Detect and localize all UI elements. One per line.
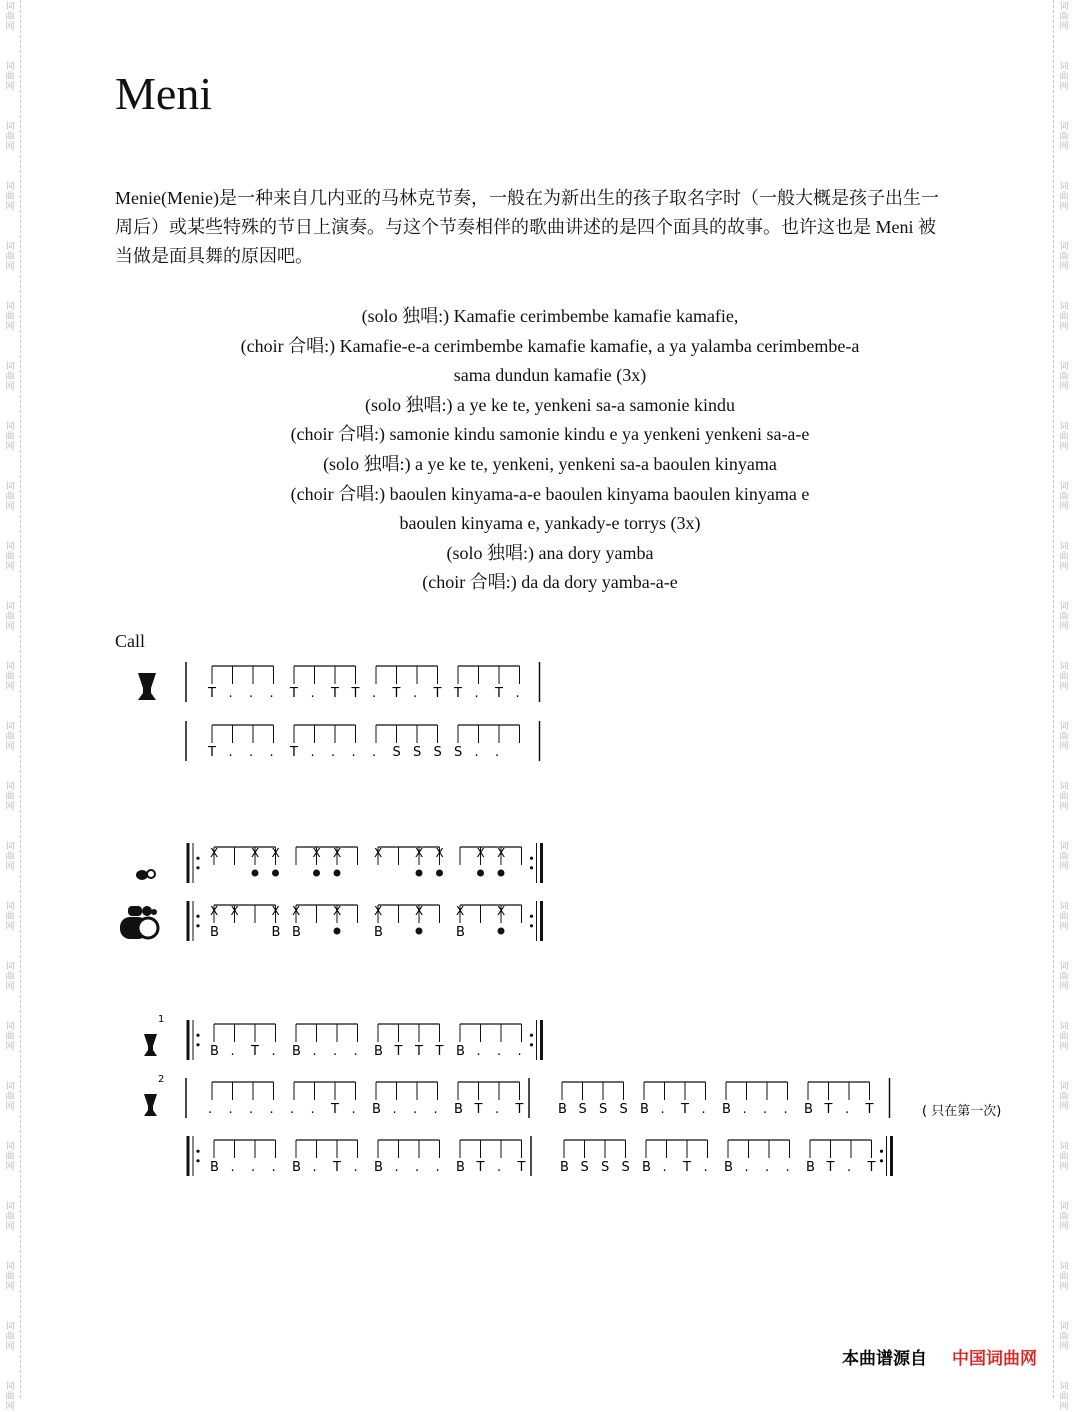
- watermark-mark: 词 曲 网: [1059, 182, 1069, 212]
- stroke-symbol: .: [310, 686, 315, 701]
- stroke-symbol: B: [372, 1102, 381, 1117]
- watermark-mark: 词 曲 网: [1059, 122, 1069, 152]
- bell-stroke-dot: [334, 870, 341, 877]
- stroke-symbol: T: [517, 1160, 526, 1175]
- stroke-symbol: .: [703, 1160, 708, 1175]
- watermark-mark: 词 曲 网: [5, 962, 15, 992]
- stroke-symbol: B: [724, 1160, 733, 1175]
- stroke-symbol: .: [310, 745, 315, 760]
- stroke-symbol: .: [394, 1160, 399, 1175]
- watermark-mark: 词 曲 网: [5, 542, 15, 572]
- stroke-symbol: .: [271, 1160, 276, 1175]
- stroke-symbol: .: [435, 1160, 440, 1175]
- repeat-dot: [196, 866, 199, 869]
- stroke-symbol: S: [392, 745, 401, 760]
- cross-note: X: [210, 846, 219, 860]
- watermark-mark: 词 曲 网: [5, 1082, 15, 1112]
- bell-stroke-dot: [436, 870, 443, 877]
- cross-note: X: [251, 846, 260, 860]
- stroke-symbol: T: [474, 1102, 483, 1117]
- repeat-dot: [530, 1034, 533, 1037]
- repeat-dot: [880, 1150, 883, 1153]
- stroke-symbol: .: [495, 1102, 500, 1117]
- stroke-symbol: .: [476, 1044, 481, 1059]
- stroke-symbol: S: [413, 745, 422, 760]
- stroke-symbol: T: [826, 1160, 835, 1175]
- stroke-symbol: B: [456, 925, 465, 940]
- stroke-symbol: B: [456, 1160, 465, 1175]
- watermark-mark: 词 曲 网: [1059, 842, 1069, 872]
- stroke-symbol: .: [290, 1102, 295, 1117]
- stroke-symbol: T: [454, 686, 462, 701]
- stroke-symbol: .: [474, 745, 479, 760]
- stroke-symbol: .: [251, 1160, 256, 1175]
- repeat-dot: [530, 857, 533, 860]
- stroke-symbol: .: [783, 1102, 788, 1117]
- stroke-symbol: T: [394, 1044, 403, 1059]
- watermark-mark: 词 曲 网: [1059, 542, 1069, 572]
- watermark-mark: 词 曲 网: [1059, 1382, 1069, 1412]
- watermark-mark: 词 曲 网: [1059, 482, 1069, 512]
- repeat-dot: [196, 915, 199, 918]
- stroke-symbol: .: [515, 686, 520, 701]
- stroke-symbol: .: [208, 1102, 213, 1117]
- cross-note: X: [374, 846, 383, 860]
- stroke-symbol: T: [331, 1102, 339, 1117]
- watermark-mark: 词 曲 网: [5, 1382, 15, 1412]
- stroke-symbol: T: [433, 686, 442, 701]
- stroke-symbol: B: [210, 1044, 219, 1059]
- djembe-2-number: 2: [158, 1074, 165, 1085]
- stroke-symbol: T: [333, 1160, 341, 1175]
- stroke-symbol: B: [374, 1044, 383, 1059]
- stroke-symbol: B: [804, 1102, 813, 1117]
- stroke-symbol: S: [601, 1160, 610, 1175]
- stroke-symbol: .: [228, 745, 233, 760]
- stroke-symbol: T: [392, 686, 401, 701]
- stroke-symbol: S: [580, 1160, 589, 1175]
- watermark-mark: 词 曲 网: [5, 662, 15, 692]
- stroke-symbol: .: [312, 1044, 317, 1059]
- cross-note: X: [292, 904, 301, 918]
- stroke-symbol: .: [249, 745, 254, 760]
- stroke-symbol: .: [742, 1102, 747, 1117]
- stroke-symbol: .: [271, 1044, 276, 1059]
- lyric-line: (solo 独唱:) a ye ke te, yenkeni, yenkeni sa-a baoulen kinyama: [323, 453, 777, 474]
- watermark-mark: 词 曲 网: [1059, 1142, 1069, 1172]
- stroke-symbol: .: [333, 1044, 338, 1059]
- stroke-symbol: .: [845, 1102, 850, 1117]
- stroke-symbol: .: [701, 1102, 706, 1117]
- djembe-2-icon: [144, 1094, 157, 1116]
- cross-note: X: [374, 904, 383, 918]
- djembe-1-number: 1: [158, 1014, 165, 1025]
- stroke-symbol: S: [621, 1160, 630, 1175]
- cross-note: X: [271, 846, 280, 860]
- stroke-symbol: .: [230, 1044, 235, 1059]
- stroke-symbol: T: [435, 1044, 444, 1059]
- call-label: Call: [115, 631, 145, 651]
- stroke-symbol: .: [392, 1102, 397, 1117]
- stroke-symbol: T: [515, 1102, 524, 1117]
- lyric-line: sama dundun kamafie (3x): [453, 365, 647, 386]
- watermark-mark: 词 曲 网: [5, 182, 15, 212]
- stroke-symbol: B: [210, 925, 219, 940]
- watermark-mark: 词 曲 网: [5, 122, 15, 152]
- stroke-symbol: B: [642, 1160, 651, 1175]
- stroke-symbol: .: [269, 1102, 274, 1117]
- cross-note: X: [435, 846, 444, 860]
- watermark-mark: 词 曲 网: [5, 1022, 15, 1052]
- watermark-mark: 词 曲 网: [1059, 2, 1069, 32]
- lyric-line: (solo 独唱:) ana dory yamba: [446, 542, 654, 563]
- stroke-symbol: .: [351, 1102, 356, 1117]
- cross-note: X: [271, 904, 280, 918]
- djembe-icon: [138, 673, 156, 700]
- stroke-symbol: .: [228, 686, 233, 701]
- stroke-symbol: .: [413, 1102, 418, 1117]
- cross-note: X: [333, 904, 342, 918]
- stroke-symbol: .: [353, 1044, 358, 1059]
- stroke-symbol: .: [662, 1160, 667, 1175]
- repeat-dot: [196, 1150, 199, 1153]
- watermark-mark: 词 曲 网: [1059, 782, 1069, 812]
- djembe-1-icon: [144, 1034, 157, 1056]
- watermark-mark: 词 曲 网: [5, 422, 15, 452]
- stroke-symbol: T: [290, 745, 298, 760]
- stroke-symbol: .: [415, 1160, 420, 1175]
- stroke-symbol: .: [249, 1102, 254, 1117]
- cross-note: X: [333, 846, 342, 860]
- repeat-dot: [196, 1043, 199, 1046]
- repeat-dot: [530, 866, 533, 869]
- stroke-symbol: T: [415, 1044, 423, 1059]
- stroke-symbol: B: [640, 1102, 649, 1117]
- stroke-symbol: .: [433, 1102, 438, 1117]
- stroke-symbol: T: [495, 686, 503, 701]
- repeat-dot: [196, 1159, 199, 1162]
- stroke-symbol: B: [374, 925, 383, 940]
- stroke-symbol: B: [374, 1160, 383, 1175]
- bell-stroke-dot: [498, 928, 505, 935]
- repeat-dot: [196, 1034, 199, 1037]
- watermark-mark: 词 曲 网: [1059, 662, 1069, 692]
- stroke-symbol: .: [269, 686, 274, 701]
- stroke-symbol: .: [497, 1044, 502, 1059]
- watermark-mark: 词 曲 网: [5, 482, 15, 512]
- bell-stroke-dot: [313, 870, 320, 877]
- page-title: Meni: [115, 68, 213, 119]
- watermark-mark: 词 曲 网: [5, 902, 15, 932]
- stroke-symbol: S: [578, 1102, 587, 1117]
- stroke-symbol: .: [847, 1160, 852, 1175]
- watermark-mark: 词 曲 网: [1059, 1082, 1069, 1112]
- stroke-symbol: S: [454, 745, 463, 760]
- watermark-mark: 词 曲 网: [1059, 1322, 1069, 1352]
- watermark-mark: 词 曲 网: [1059, 722, 1069, 752]
- repeat-dot: [530, 915, 533, 918]
- lyric-line: baoulen kinyama e, yankady-e torrys (3x): [399, 513, 701, 534]
- stroke-symbol: .: [785, 1160, 790, 1175]
- stroke-symbol: .: [474, 686, 479, 701]
- bell-icon: [136, 870, 155, 880]
- stroke-symbol: .: [495, 745, 500, 760]
- watermark-mark: 词 曲 网: [1059, 302, 1069, 332]
- stroke-symbol: B: [558, 1102, 567, 1117]
- bell-stroke-dot: [334, 928, 341, 935]
- bell-stroke-dot: [416, 928, 423, 935]
- watermark-mark: 词 曲 网: [5, 302, 15, 332]
- watermark-mark: 词 曲 网: [1059, 902, 1069, 932]
- stroke-symbol: S: [619, 1102, 628, 1117]
- repeat-dot: [530, 1043, 533, 1046]
- repeat-dot: [196, 924, 199, 927]
- intro-paragraph: Menie(Menie)是一种来自几内亚的马林克节奏，一般在为新出生的孩子取名字时（一般大概是孩子出生一周后）或某些特殊的节日上演奏。与这个节奏相伴的歌曲讲述的是四个面具的故事。也许这也是 Meni 被当做是面具舞的原因吧。: [115, 188, 939, 266]
- bell-stroke-dot: [252, 870, 259, 877]
- watermark-mark: 词 曲 网: [5, 1262, 15, 1292]
- dundun-icon: [120, 906, 158, 939]
- cross-note: X: [312, 846, 321, 860]
- stroke-symbol: T: [476, 1160, 485, 1175]
- watermark-mark: 词 曲 网: [5, 362, 15, 392]
- lyric-line: (solo 独唱:) a ye ke te, yenkeni sa-a samonie kindu: [365, 394, 735, 415]
- lyric-line: (choir 合唱:) da da dory yamba-a-e: [422, 572, 678, 593]
- lyric-line: (choir 合唱:) Kamafie-e-a cerimbembe kamafie kamafie, a ya yalamba cerimbembe-a: [240, 335, 860, 356]
- stroke-symbol: .: [372, 745, 377, 760]
- watermark-mark: 词 曲 网: [1059, 962, 1069, 992]
- stroke-symbol: T: [208, 686, 216, 701]
- stroke-symbol: .: [744, 1160, 749, 1175]
- cross-note: X: [230, 904, 239, 918]
- stroke-symbol: T: [290, 686, 298, 701]
- stroke-symbol: T: [208, 745, 216, 760]
- cross-note: X: [497, 846, 506, 860]
- lyric-line: (choir 合唱:) samonie kindu samonie kindu e ya yenkeni yenkeni sa-a-e: [290, 424, 810, 445]
- cross-note: X: [210, 904, 219, 918]
- footer-site-link[interactable]: 中国词曲网: [952, 1349, 1037, 1369]
- watermark-mark: 词 曲 网: [1059, 1262, 1069, 1292]
- watermark-mark: 词 曲 网: [5, 1202, 15, 1232]
- cross-note: X: [497, 904, 506, 918]
- watermark-mark: 词 曲 网: [5, 1142, 15, 1172]
- lyric-line: (choir 合唱:) baoulen kinyama-a-e baoulen kinyama baoulen kinyama e: [290, 483, 810, 504]
- stroke-symbol: B: [722, 1102, 731, 1117]
- stroke-symbol: T: [683, 1160, 691, 1175]
- stroke-symbol: .: [310, 1102, 315, 1117]
- stroke-symbol: .: [331, 745, 336, 760]
- stroke-symbol: T: [867, 1160, 876, 1175]
- repeat-dot: [196, 857, 199, 860]
- repeat-dot: [880, 1159, 883, 1162]
- stroke-symbol: B: [292, 1160, 301, 1175]
- bell-stroke-dot: [477, 870, 484, 877]
- stroke-symbol: .: [230, 1160, 235, 1175]
- watermark-mark: 词 曲 网: [1059, 1202, 1069, 1232]
- watermark-mark: 词 曲 网: [5, 602, 15, 632]
- stroke-symbol: .: [763, 1102, 768, 1117]
- stroke-symbol: .: [372, 686, 377, 701]
- bell-stroke-dot: [498, 870, 505, 877]
- stroke-symbol: T: [351, 686, 360, 701]
- stroke-symbol: .: [765, 1160, 770, 1175]
- lyric-line: (solo 独唱:) Kamafie cerimbembe kamafie kamafie,: [361, 306, 739, 326]
- bell-stroke-dot: [272, 870, 279, 877]
- stroke-symbol: S: [433, 745, 442, 760]
- stroke-symbol: T: [331, 686, 339, 701]
- stroke-symbol: .: [312, 1160, 317, 1175]
- stroke-symbol: .: [269, 745, 274, 760]
- watermark-mark: 词 曲 网: [1059, 362, 1069, 392]
- stroke-symbol: T: [251, 1044, 259, 1059]
- repeat-dot: [530, 924, 533, 927]
- watermark-mark: 词 曲 网: [1059, 1022, 1069, 1052]
- stroke-symbol: .: [351, 745, 356, 760]
- cross-note: X: [456, 904, 465, 918]
- staff-notation: [186, 662, 892, 1176]
- stroke-symbol: .: [517, 1044, 522, 1059]
- cross-note: X: [415, 904, 424, 918]
- stroke-symbol: B: [271, 925, 281, 940]
- footer-source-label: 本曲谱源自: [842, 1349, 927, 1369]
- stroke-symbol: T: [681, 1102, 689, 1117]
- watermark-mark: 词 曲 网: [5, 842, 15, 872]
- stroke-symbol: T: [824, 1102, 833, 1117]
- watermark-mark: 词 曲 网: [1059, 602, 1069, 632]
- stroke-symbol: .: [497, 1160, 502, 1175]
- stroke-symbol: .: [228, 1102, 233, 1117]
- watermark-mark: 词 曲 网: [5, 1322, 15, 1352]
- watermark-mark: 词 曲 网: [5, 62, 15, 92]
- watermark-mark: 词 曲 网: [5, 242, 15, 272]
- watermark-mark: 词 曲 网: [5, 2, 15, 32]
- stroke-symbol: T: [865, 1102, 874, 1117]
- stroke-symbol: B: [560, 1160, 569, 1175]
- stroke-symbol: .: [660, 1102, 665, 1117]
- stroke-symbol: B: [806, 1160, 815, 1175]
- stroke-symbol: B: [456, 1044, 465, 1059]
- stroke-symbol: S: [599, 1102, 608, 1117]
- first-time-only-note: ( 只在第一次): [922, 1104, 1002, 1119]
- watermark-mark: 词 曲 网: [1059, 422, 1069, 452]
- stroke-symbol: B: [454, 1102, 463, 1117]
- bell-stroke-dot: [416, 870, 423, 877]
- watermark-mark: 词 曲 网: [1059, 62, 1069, 92]
- stroke-symbol: .: [353, 1160, 358, 1175]
- stroke-symbol: B: [210, 1160, 219, 1175]
- stroke-symbol: .: [249, 686, 254, 701]
- cross-note: X: [415, 846, 424, 860]
- stroke-symbol: B: [292, 1044, 301, 1059]
- watermark-mark: 词 曲 网: [5, 722, 15, 752]
- stroke-symbol: .: [413, 686, 418, 701]
- watermark-mark: 词 曲 网: [1059, 242, 1069, 272]
- cross-note: X: [476, 846, 485, 860]
- watermark-mark: 词 曲 网: [5, 782, 15, 812]
- stroke-symbol: B: [292, 925, 301, 940]
